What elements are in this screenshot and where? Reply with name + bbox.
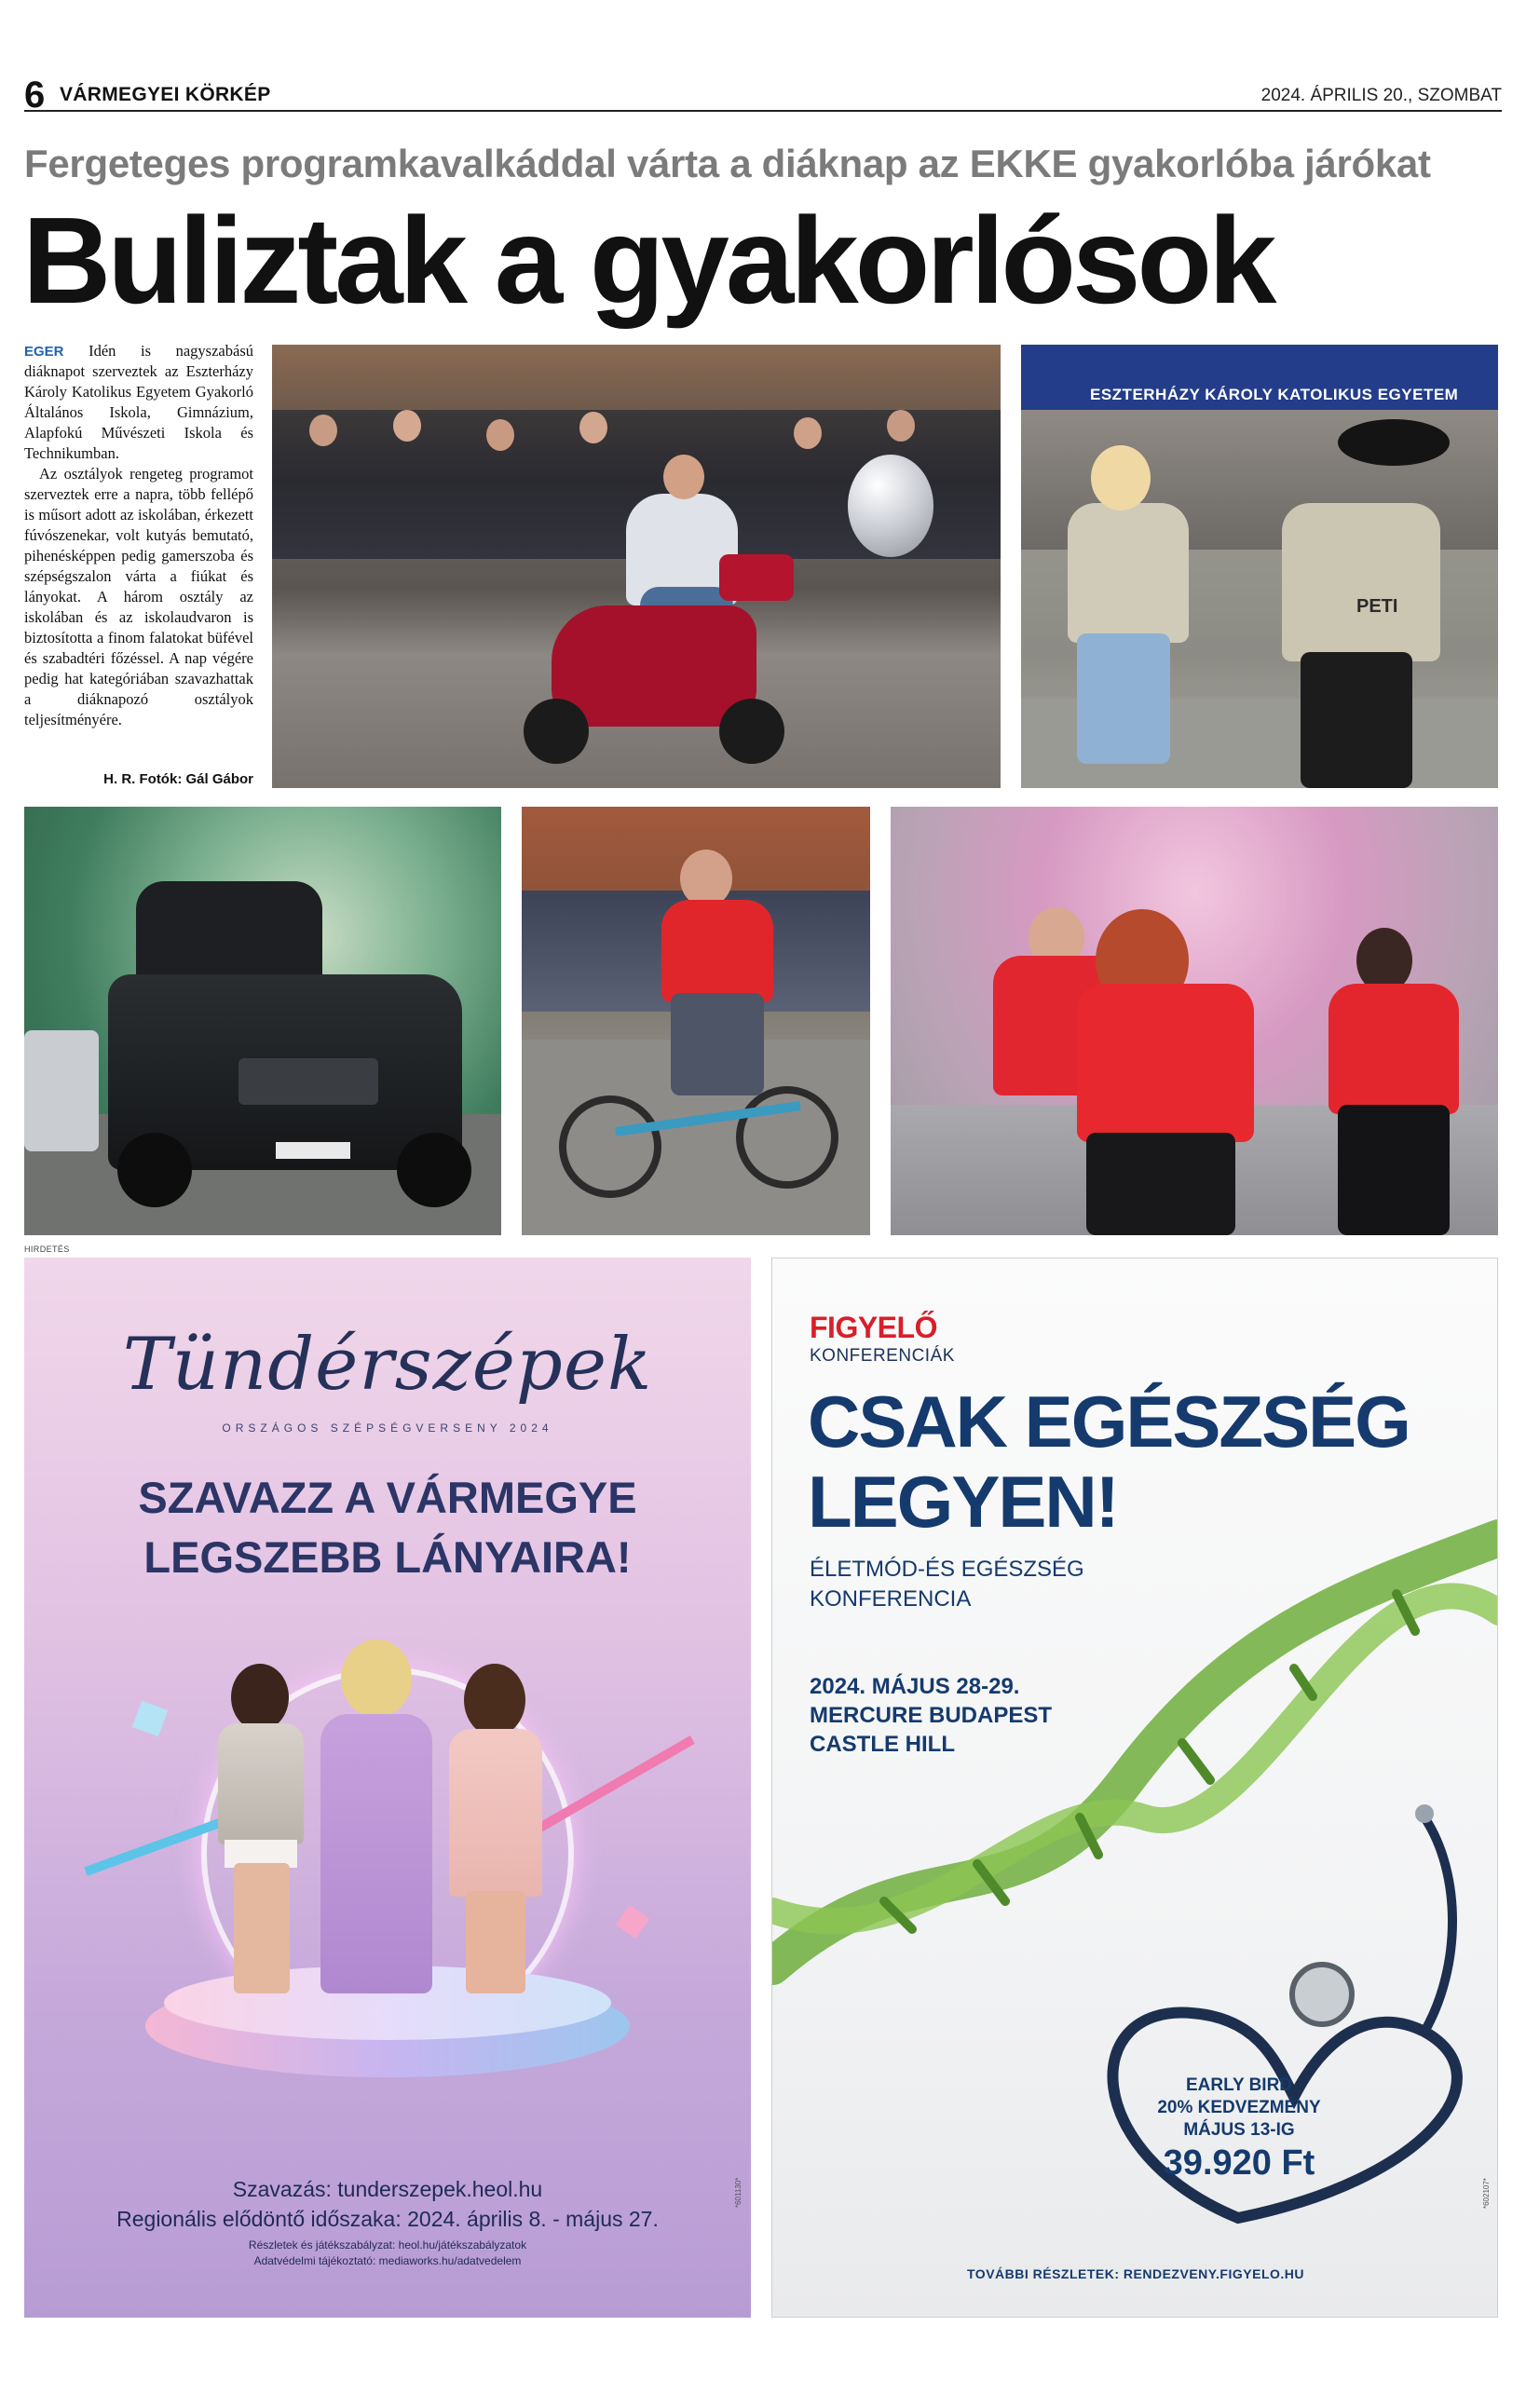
- article-headline: Buliztak a gyakorlósok: [22, 192, 1274, 329]
- ad2-brand-sub: KONFERENCIÁK: [810, 1346, 955, 1366]
- stethoscope-chestpiece-shape: [1292, 1965, 1352, 2024]
- woman-hair-shape: [231, 1664, 289, 1731]
- rider-head-shape: [680, 850, 732, 907]
- woman-legs-shape: [466, 1891, 525, 1993]
- face-shape: [794, 417, 822, 449]
- bicycle-wheel-shape: [736, 1086, 838, 1189]
- page-header: [24, 75, 1502, 116]
- building-shape: [272, 345, 1001, 410]
- woman-hair-shape: [464, 1664, 525, 1736]
- students-shape: [136, 881, 322, 974]
- ad1-headline-line2: LEGSZEBB LÁNYAIRA!: [143, 1532, 632, 1582]
- ad2-sub-line1: ÉLETMÓD-ÉS EGÉSZSÉG: [810, 1557, 1084, 1582]
- shirt-text: PETI: [1356, 596, 1398, 617]
- red-shirt-shape: [661, 900, 773, 1002]
- red-shirt-shape: [1077, 984, 1254, 1142]
- ad1-headline: [24, 1468, 751, 1587]
- ad2-when-line3: CASTLE HILL: [810, 1732, 955, 1757]
- ad1-small-line2: Adatvédelmi tájékoztató: mediaworks.hu/adatvedelem: [253, 2254, 522, 2267]
- white-car-shape: [24, 1030, 99, 1151]
- photo-credit: H. R. Fotók: Gál Gábor: [103, 771, 253, 787]
- ad1-small-print: [24, 2238, 751, 2269]
- ad1-vote-line[interactable]: Szavazás: tunderszepek.heol.hu: [232, 2177, 543, 2201]
- photo-dancers: [1021, 345, 1498, 788]
- dateline: EGER: [24, 344, 64, 360]
- scooter-wheel-shape: [524, 699, 589, 764]
- rider-jeans-shape: [671, 993, 764, 1095]
- banner-text: ESZTERHÁZY KÁROLY KATOLIKUS EGYETEM: [1090, 386, 1459, 403]
- dna-stethoscope-illustration: [772, 1258, 1498, 2318]
- ad1-code: *601130*: [734, 2177, 743, 2208]
- paragraph-1-text: Idén is nagyszabású diáknapot szerveztek az Eszterházy Károly Katolikus Egyetem Gyakorló Általános Iskola, Gimnázium, Alapfokú Művészeti Iskola és Technikumban.: [24, 342, 253, 462]
- woman-pink-dress-shape: [449, 1729, 542, 1897]
- photo-scooter-rider: [272, 345, 1001, 788]
- ad2-when-line2: MERCURE BUDAPEST: [810, 1703, 1053, 1728]
- face-shape: [887, 410, 915, 442]
- photo-green-smoke-truck: [24, 807, 501, 1235]
- dancer-shirt-shape: [1282, 503, 1440, 661]
- photo-bicycle-rider: [522, 807, 870, 1235]
- dancer-pants-shape: [1338, 1105, 1450, 1235]
- ad2-more-info-link[interactable]: TOVÁBBI RÉSZLETEK: RENDEZVENY.FIGYELO.HU: [967, 2266, 1304, 2281]
- ad2-headline-line1: CSAK EGÉSZSÉG: [808, 1381, 1410, 1462]
- ad2-brand: FIGYELŐ: [810, 1311, 937, 1344]
- truck-wheel-shape: [117, 1133, 192, 1207]
- cube-shape: [616, 1905, 649, 1939]
- ad2-price: 39.920 Ft: [1163, 2143, 1315, 2183]
- ad-tunderszepek[interactable]: [24, 1258, 751, 2318]
- letter-b-balloon-shape: [848, 455, 933, 557]
- issue-date: 2024. ÁPRILIS 20., SZOMBAT: [1260, 86, 1502, 105]
- ad1-subtitle: ORSZÁGOS SZÉPSÉGVERSENY 2024: [222, 1422, 553, 1435]
- ad2-code: *602107*: [1482, 2178, 1491, 2209]
- stethoscope-earpiece-shape: [1415, 1804, 1434, 1823]
- scooter-wheel-shape: [719, 699, 784, 764]
- rider-head-shape: [663, 455, 704, 499]
- woman-legs-shape: [234, 1863, 290, 1993]
- article-paragraph-1: [24, 341, 253, 464]
- license-plate-shape: [276, 1142, 350, 1159]
- ad2-early-line2: 20% KEDVEZMÉNY: [1157, 2098, 1321, 2117]
- face-shape: [486, 419, 514, 451]
- ad2-early-line3: MÁJUS 13-IG: [1183, 2120, 1295, 2140]
- dancer-jeans-shape: [1077, 633, 1170, 764]
- woman-lilac-jumpsuit-shape: [320, 1714, 432, 1993]
- article-kicker: Fergeteges programkavalkáddal várta a diáknap az EKKE gyakorlóba járókat: [24, 142, 1431, 185]
- face-shape: [309, 415, 337, 446]
- red-shirt-shape: [1328, 984, 1459, 1114]
- bicycle-wheel-shape: [559, 1095, 661, 1198]
- scooter-shape: [552, 605, 756, 727]
- truck-grille-shape: [238, 1058, 378, 1105]
- cube-shape: [132, 1701, 168, 1736]
- article-paragraph-2: Az osztályok rengeteg programot szerveztek erre a napra, több fellépő is műsort adott az iskolában, érkezett fúvószenekar, volt kutyás bemutató, pihenésképpen pedig gamerszoba és szépségszalon várta a fiúkat és lányokat. A három osztály az iskolában és az iskolaudvaron is biztosította a finom falatokat büfével és szabadtéri főzéssel. A nap végére pedig hat kategóriában szavazhattak a diáknapozó osztályok teljesítményére.: [24, 465, 253, 728]
- section-title: VÁRMEGYEI KÖRKÉP: [60, 84, 271, 105]
- face-shape: [393, 410, 421, 442]
- woman-sequin-top-shape: [218, 1723, 304, 1844]
- ad1-small-line1: Részletek és játékszabályzat: heol.hu/játékszabályzatok: [248, 2238, 527, 2252]
- dancer-hair-shape: [1091, 445, 1151, 510]
- photo-pink-smoke-dancers: [891, 807, 1498, 1235]
- ad2-when-line1: 2024. MÁJUS 28-29.: [810, 1674, 1020, 1699]
- ad2-early-line1: EARLY BIRD: [1185, 2075, 1293, 2095]
- ad1-logo: Tündérszépek: [122, 1323, 653, 1407]
- face-shape: [579, 412, 607, 443]
- dancer-shirt-shape: [1068, 503, 1189, 643]
- ad1-period-line: Regionális elődöntő időszaka: 2024. április 8. - május 27.: [116, 2207, 659, 2231]
- dancer-pants-shape: [1086, 1133, 1235, 1235]
- ad-label: HIRDETÉS: [24, 1245, 70, 1254]
- cowboy-hat-shape: [1338, 419, 1450, 466]
- scooter-topcase-shape: [719, 554, 794, 601]
- dancer-pants-shape: [1301, 652, 1412, 788]
- article-body: [24, 341, 253, 730]
- woman-hair-shape: [341, 1639, 412, 1718]
- ad-figyelo-conference[interactable]: [771, 1258, 1498, 2318]
- ad1-vote-info: [24, 2174, 751, 2234]
- stethoscope-tube-shape: [1424, 1817, 1452, 2032]
- ad2-sub-line2: KONFERENCIA: [810, 1586, 972, 1612]
- ad2-headline-line2: LEGYEN!: [808, 1461, 1118, 1543]
- ad2-early-bird: [1141, 2075, 1337, 2142]
- page-number: 6: [24, 75, 46, 116]
- ad1-headline-line1: SZAVAZZ A VÁRMEGYE: [138, 1473, 637, 1522]
- truck-wheel-shape: [397, 1133, 471, 1207]
